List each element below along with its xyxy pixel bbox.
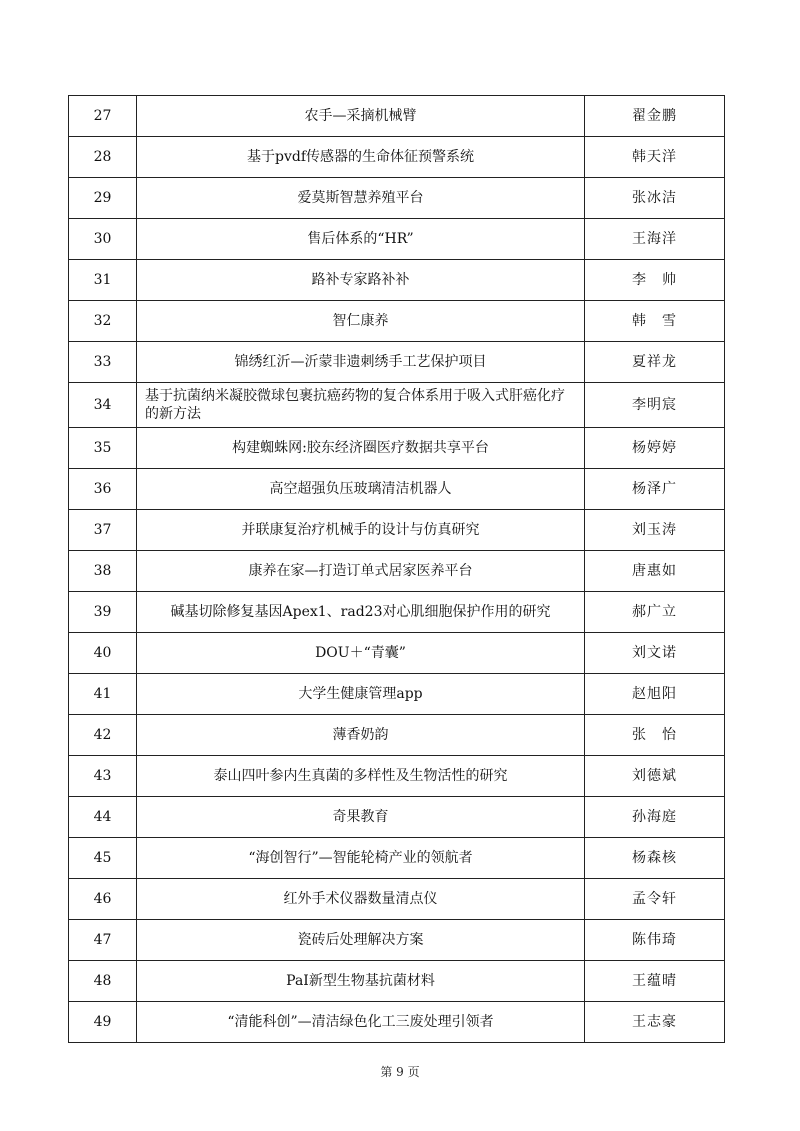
row-number: 47: [69, 920, 137, 961]
project-title: 奇果教育: [137, 797, 585, 838]
row-number: 45: [69, 838, 137, 879]
table-row: [69, 1002, 725, 1043]
row-number: 39: [69, 592, 137, 633]
table-row: [69, 260, 725, 301]
project-title: 碱基切除修复基因Apex1、rad23对心肌细胞保护作用的研究: [137, 592, 585, 633]
row-number: 49: [69, 1002, 137, 1043]
table-row: [69, 510, 725, 551]
project-title: “海创智行”—智能轮椅产业的领航者: [137, 838, 585, 879]
project-title: 红外手术仪器数量清点仪: [137, 879, 585, 920]
row-number: 31: [69, 260, 137, 301]
row-number: 37: [69, 510, 137, 551]
row-number: 35: [69, 428, 137, 469]
project-title: 薄香奶韵: [137, 715, 585, 756]
leader-name: 孟令轩: [585, 879, 725, 920]
table-row: [69, 961, 725, 1002]
leader-name: 刘玉涛: [585, 510, 725, 551]
project-title: PaI新型生物基抗菌材料: [137, 961, 585, 1002]
table-row: [69, 633, 725, 674]
leader-name: 郝广立: [585, 592, 725, 633]
project-title: 康养在家—打造订单式居家医养平台: [137, 551, 585, 592]
table-row: [69, 178, 725, 219]
leader-name: 刘德斌: [585, 756, 725, 797]
row-number: 40: [69, 633, 137, 674]
project-title: 爱莫斯智慧养殖平台: [137, 178, 585, 219]
leader-name: 李明宸: [585, 383, 725, 428]
row-number: 34: [69, 383, 137, 428]
leader-name: 夏祥龙: [585, 342, 725, 383]
row-number: 43: [69, 756, 137, 797]
row-number: 28: [69, 137, 137, 178]
table-row: [69, 592, 725, 633]
project-list-table: [68, 95, 725, 1043]
row-number: 32: [69, 301, 137, 342]
leader-name: 张 怡: [585, 715, 725, 756]
leader-name: 王海洋: [585, 219, 725, 260]
project-title: 农手—采摘机械臂: [137, 96, 585, 137]
table-row: [69, 879, 725, 920]
project-title: 路补专家路补补: [137, 260, 585, 301]
row-number: 46: [69, 879, 137, 920]
page-number: 第 9 页: [380, 1065, 420, 1079]
leader-name: 孙海庭: [585, 797, 725, 838]
table-row: [69, 551, 725, 592]
project-title: 泰山四叶参内生真菌的多样性及生物活性的研究: [137, 756, 585, 797]
table-row: [69, 137, 725, 178]
table-row: [69, 838, 725, 879]
project-title: 构建蜘蛛网:胶东经济圈医疗数据共享平台: [137, 428, 585, 469]
project-title: 大学生健康管理app: [137, 674, 585, 715]
row-number: 29: [69, 178, 137, 219]
row-number: 33: [69, 342, 137, 383]
table-row: [69, 301, 725, 342]
project-title: 基于抗菌纳米凝胶微球包裹抗癌药物的复合体系用于吸入式肝癌化疗的新方法: [137, 383, 585, 428]
table-row: [69, 715, 725, 756]
table-row: [69, 428, 725, 469]
table-row: [69, 797, 725, 838]
project-title: 售后体系的“HR”: [137, 219, 585, 260]
leader-name: 陈伟琦: [585, 920, 725, 961]
table-row: [69, 920, 725, 961]
row-number: 27: [69, 96, 137, 137]
leader-name: 刘文诺: [585, 633, 725, 674]
row-number: 44: [69, 797, 137, 838]
table-row: [69, 674, 725, 715]
leader-name: 韩 雪: [585, 301, 725, 342]
project-title: 智仁康养: [137, 301, 585, 342]
leader-name: 杨森核: [585, 838, 725, 879]
table-row: [69, 756, 725, 797]
row-number: 36: [69, 469, 137, 510]
table-row: [69, 383, 725, 428]
row-number: 30: [69, 219, 137, 260]
table-row: [69, 219, 725, 260]
leader-name: 杨泽广: [585, 469, 725, 510]
project-title: 基于pvdf传感器的生命体征预警系统: [137, 137, 585, 178]
row-number: 42: [69, 715, 137, 756]
table-row: [69, 96, 725, 137]
row-number: 38: [69, 551, 137, 592]
leader-name: 翟金鹏: [585, 96, 725, 137]
leader-name: 韩天洋: [585, 137, 725, 178]
row-number: 48: [69, 961, 137, 1002]
project-title: “清能科创”—清洁绿色化工三废处理引领者: [137, 1002, 585, 1043]
leader-name: 张冰洁: [585, 178, 725, 219]
project-title: 高空超强负压玻璃清洁机器人: [137, 469, 585, 510]
table-row: [69, 469, 725, 510]
table-row: [69, 342, 725, 383]
leader-name: 王志豪: [585, 1002, 725, 1043]
leader-name: 王蕴晴: [585, 961, 725, 1002]
row-number: 41: [69, 674, 137, 715]
leader-name: 杨婷婷: [585, 428, 725, 469]
project-title: 瓷砖后处理解决方案: [137, 920, 585, 961]
project-title: 并联康复治疗机械手的设计与仿真研究: [137, 510, 585, 551]
project-title: 锦绣红沂—沂蒙非遗刺绣手工艺保护项目: [137, 342, 585, 383]
project-title: DOU＋“青囊”: [137, 633, 585, 674]
leader-name: 唐惠如: [585, 551, 725, 592]
leader-name: 李 帅: [585, 260, 725, 301]
leader-name: 赵旭阳: [585, 674, 725, 715]
